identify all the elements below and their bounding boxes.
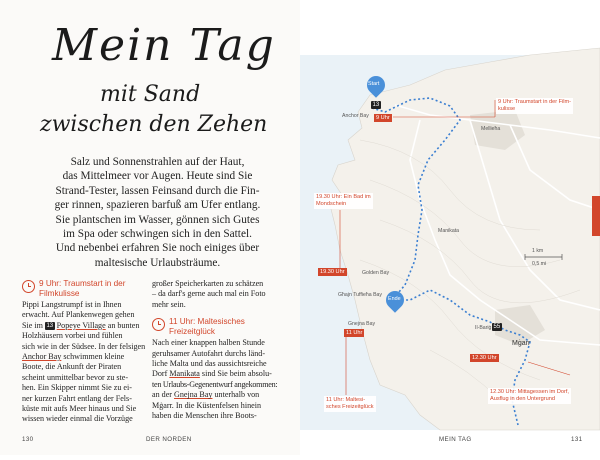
running-footer-right: MEIN TAG <box>439 436 472 443</box>
intro-paragraph <box>30 155 285 270</box>
intro-line: Strand-Tester, lassen Feinsand durch die Fin- <box>55 184 260 197</box>
body-line: wissen wieder einmal die Vorzüge <box>22 414 133 424</box>
place-link-anchor-bay: Anchor Bay <box>22 352 62 362</box>
section-heading-line: 9 Uhr: Traumstart in der <box>39 279 126 288</box>
label-zbiri: Il-Bariġ <box>475 325 492 331</box>
map-number-badge: 13 <box>46 322 54 329</box>
intro-line: das Mittelmeer vor Augen. Heute sind Sie <box>62 170 253 183</box>
section-heading-11uhr <box>152 317 280 337</box>
label-manikata: Manikata <box>438 228 460 234</box>
label-golden-bay: Golden Bay <box>362 270 390 276</box>
text-column-2 <box>152 279 280 421</box>
body-line: Pippi Langstrumpf ist in Ihnen <box>22 300 122 309</box>
label-ghajn-tuffieha: Għajn Tuffieħa Bay <box>338 292 383 298</box>
intro-line: Und nebenbei erfahren Sie noch einiges über <box>55 242 260 255</box>
time-tag-1930: 19.30 Uhr <box>320 269 345 275</box>
section-heading-line: Freizeitglück <box>169 327 215 337</box>
time-tag-1230: 12.30 Uhr <box>472 355 497 361</box>
body-line: Nach einer knappen halben Stunde <box>152 338 265 348</box>
body-line: ten Urlaubs-Gegenentwurf angekommen: <box>152 379 278 389</box>
start-label: Start <box>368 81 380 87</box>
time-tag-11uhr: 11 Uhr <box>346 330 363 336</box>
text-column-1 <box>22 279 146 425</box>
callout-9uhr: 9 Uhr: Traumstart in der Film- kulisse <box>498 99 572 112</box>
body-line: – da darf's gerne auch mal ein Foto <box>152 289 266 299</box>
scale-mi-label: 0,5 mi <box>532 261 547 267</box>
body-line: mehr sein. <box>152 299 186 309</box>
map-badge-55: 55 <box>493 324 501 330</box>
label-mellieha: Mellieħa <box>481 126 501 132</box>
section-heading-line: 11 Uhr: Maltesisches <box>169 317 245 327</box>
right-page <box>300 0 600 455</box>
callout-11uhr: 11 Uhr: Maltesi- sches Freizeitglück <box>326 397 374 410</box>
callout-1230: 12.30 Uhr: Mittagessen im Dorf, Ausflug in den Untergrund <box>490 389 569 402</box>
body-line: liche Malta und das aussichtsreiche <box>152 359 267 369</box>
section-heading-9uhr <box>22 279 140 299</box>
title-line-2: mit Sand <box>100 82 201 107</box>
intro-line: ger rinnen, spazieren barfuß am Ufer entlang. <box>54 199 261 212</box>
body-line: Sie im 13 Popeye Village an bunten <box>22 320 140 330</box>
body-line: Mġarr. In die Küstenfelsen hinein <box>152 400 262 410</box>
place-link-popeye-village: Popeye Village <box>56 320 106 330</box>
intro-line: Salz und Sonnenstrahlen auf der Haut, <box>70 156 245 168</box>
scale-km-label: 1 km <box>532 248 544 254</box>
label-anchor-bay: Anchor Bay <box>342 113 369 119</box>
time-tag-9uhr: 9 Uhr <box>376 115 390 121</box>
body-line: ner kurzen Fahrt entlang der Fels- <box>22 393 132 403</box>
intro-line: im Spa oder schwingen sich in den Sattel. <box>63 228 252 241</box>
body-line: scheint unmittelbar bevor zu ste- <box>22 372 129 382</box>
body-line: Holzhäusern vorbei und fühlen <box>22 331 123 341</box>
label-gnejna: Gnejna Bay <box>348 321 376 327</box>
map-badge-13: 13 <box>372 102 380 108</box>
body-line: Boote, die Ankunft der Piraten <box>22 362 122 372</box>
place-link-gnejna-bay: Gnejna Bay <box>174 390 213 400</box>
left-page <box>0 0 300 455</box>
body-line: Anchor Bay schwimmen kleine <box>22 352 125 362</box>
title-line-3: zwischen den Zehen <box>40 112 268 137</box>
body-line: erwacht. Auf Plankenwegen gehen <box>22 310 135 320</box>
clock-icon <box>22 280 35 293</box>
end-label: Ende <box>388 296 401 302</box>
intro-line: Sie plantschen im Wasser, gönnen sich Gutes <box>55 213 260 226</box>
label-mgarr: Mġarr <box>512 340 531 347</box>
section-heading-line: Filmkulisse <box>39 289 80 298</box>
body-line: an der Gnejna Bay unterhalb von <box>152 390 260 400</box>
body-line: großer Speicherkarten zu schätzen <box>152 279 264 288</box>
running-footer-left: DER NORDEN <box>146 436 192 443</box>
title-line-1: Mein Tag <box>52 20 276 71</box>
page-number-left: 130 <box>22 436 34 443</box>
body-line: haben die Menschen ihre Boots- <box>152 411 257 421</box>
intro-line: maltesische Urlaubsträume. <box>94 256 221 269</box>
body-line: Dorf Manikata sind Sie beim absolu- <box>152 369 272 379</box>
place-link-manikata: Manikata <box>169 369 200 379</box>
clock-icon <box>152 318 165 331</box>
body-line: hen. Ein Skipper nimmt Sie zu ei- <box>22 383 132 393</box>
body-line: küste mit aufs Meer hinaus und Sie <box>22 404 137 414</box>
page-number-right: 131 <box>571 436 583 443</box>
body-line: geruhsamer Autofahrt durchs länd- <box>152 348 266 358</box>
callout-1930: 19.30 Uhr: Ein Bad im Mondschein <box>316 194 371 207</box>
body-line: sich wie in der Südsee. In der felsigen <box>22 341 146 351</box>
chapter-tab <box>592 196 600 236</box>
